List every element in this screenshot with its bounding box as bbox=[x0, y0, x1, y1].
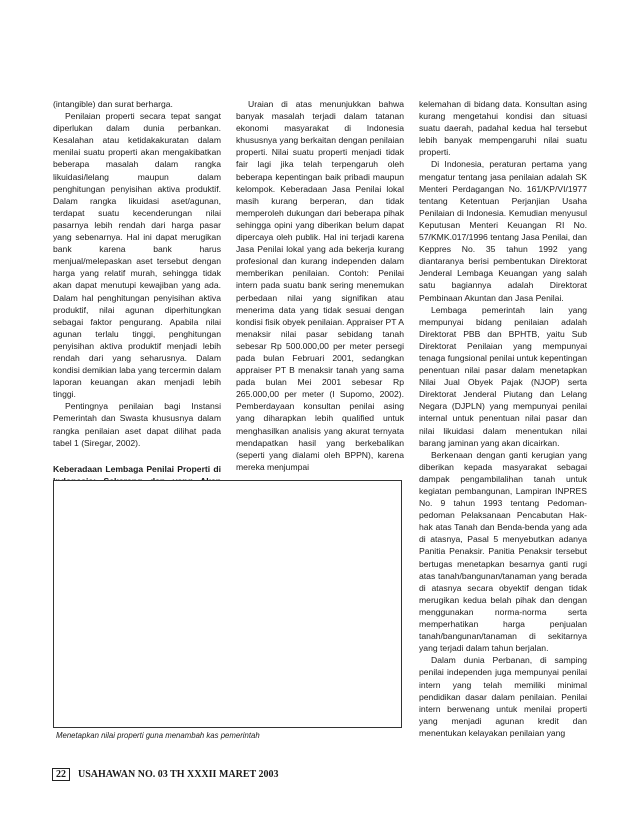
page-footer bbox=[52, 768, 279, 781]
figure-caption: Menetapkan nilai properti guna menambah kas pemerintah bbox=[56, 731, 260, 740]
paragraph: Pentingnya penilaian bagi Instansi Pemerintah dan Swasta khususnya dalam rangka penilaian aset dapat dilihat pada tabel 1 (Siregar, 2002). bbox=[53, 401, 221, 448]
column-1 bbox=[53, 98, 221, 499]
paragraph: kelemahan di bidang data. Konsultan asing kurang mengetahui kondisi dan situasi suatu daerah, padahal kedua hal tersebut lebih banyak mempengaruhi nilai suatu properti. bbox=[419, 99, 587, 158]
paragraph: (intangible) dan surat berharga. bbox=[53, 99, 173, 109]
journal-title: USAHAWAN NO. 03 TH XXXII MARET 2003 bbox=[78, 769, 279, 780]
paragraph: Uraian di atas menunjukkan bahwa banyak masalah terjadi dalam tatanan ekonomi masyarakat di Indonesia khususnya yang berkaitan dengan penilaian properti. Nilai suatu properti menjadi tidak fair lagi jika telah terpengaruh oleh beberapa kepentingan baik pribadi maupun kelompok. Keberadaan Jasa Penilai lokal masih kurang berperan, dan tidak memperoleh dukungan dari beberapa pihak sehingga opini yang diberikan belum dapat dipercaya oleh publik. Hal ini terjadi karena Jasa Penilai lokal yang ada bekerja kurang profesional dan kurang independen dalam memberikan penilaian. Contoh: Penilai intern pada suatu bank sering menemukan perbedaan nilai yang signifikan atau menerima data yang tidak sesuai dengan kondisi fisik obyek penilaian. Appraiser PT A menaksir nilai pasar sebidang tanah sebesar Rp 500.000,00 per meter persegi pada bulan Februari 2001, sedangkan appraiser PT B menaksir tanah yang sama pada bulan Mei 2001 sebesar Rp 265.000,00 per meter (I Supomo, 2002). Pemberdayaan konsultan penilai asing yang diharapkan lebih qualified untuk menghasilkan analisis yang akurat ternyata mendapatkan hasil yang berkebalikan (seperti yang dialami oleh BPPN), karena mereka menjumpai bbox=[236, 99, 404, 472]
paragraph: Dalam dunia Perbanan, di samping penilai independen juga mempunyai penilai intern yang telah memiliki minimal pendidikan dasar dalam penilaian. Penilai intern berwenang untuk menilai properti yang menjadi agunan kredit dan menentukan kelayakan penilaian yang bbox=[419, 655, 587, 738]
paragraph: Lembaga pemerintah lain yang mempunyai bidang penilaian adalah Direktorat PBB dan BPHTB, yaitu Sub Direktorat Penilaian yang mempunyai tenaga fungsional penilai untuk kepentingan penentuan nilai pasar dalam menetapkan Nilai Jual Obyek Pajak (NJOP) serta Direktorat Jenderal Piutang dan Lelang Negara (DJPLN) yang mempunyai penilai internal untuk penentuan nilai pasar dan nilai likuidasi dalam menentukan nilai barang jaminan yang akan dicairkan. bbox=[419, 304, 587, 448]
section-heading: Keberadaan Lembaga Penilai Properti di bbox=[53, 463, 221, 474]
paragraph: Penilaian properti secara tepat sangat diperlukan dalam dunia perbankan. Kesalahan atau ketidakakuratan dalam menilai suatu properti akan mengakibatkan beberapa masalah dalam rangka likuidasi/lelang maupun dalam penghitungan penyisihan aktiva produktif. Dalam rangka likuidasi aset/agunan, terdapat suatu kecenderungan nilai pasarnya lebih rendah dari harga pasar yang sebenarnya. Hal ini dapat merugikan bank karena bank harus menjual/melepaskan aset tersebut dengan harga yang relatif murah, sehingga tidak akan dapat menutupi kewajiban yang ada. Dalam hal penghitungan penyisihan aktiva produktif, nilai agunan diperhitungkan sebagai faktor pengurang. Apabila nilai agunan terlalu tinggi, penghitungan penyisihan aktiva produktif menjadi lebih rendah dari yang seharusnya. Dalam kondisi demikian laba yang tercermin dalam laporan keuangan akan menjadi lebih tinggi. bbox=[53, 111, 221, 400]
column-3 bbox=[419, 98, 587, 739]
figure-frame bbox=[53, 480, 402, 728]
page-number: 22 bbox=[52, 768, 70, 781]
paragraph: Di Indonesia, peraturan pertama yang mengatur tentang jasa penilaian adalah SK Menteri Perdagangan No. 161/KP/VI/1977 tentang Ketentuan Perjanjian Usaha Penilaian di Indonesia. Kemudian menyusul Keputusan Menteri Keuangan RI No. 57/KMK.017/1996 tentang Jasa Penilai, dan Keppres No. 35 tahun 1992 yang diantaranya berisi pembentukan Direktorat Jenderal Lembaga Keuangan yang salah satu bagiannya adalah Direktorat Pembinaan Akuntan dan Jasa Penilai. bbox=[419, 159, 587, 303]
column-2 bbox=[236, 98, 404, 473]
paragraph: Berkenaan dengan ganti kerugian yang diberikan kepada masyarakat sebagai dampak pengambilalihan tanah untuk kegiatan pembangunan, Lampiran INPRES No. 9 tahun 1993 tentang Pedoman-pedoman Pelaksanaan Pencabutan Hak-hak atas Tanah dan Benda-benda yang ada di atasnya, Pasal 5 menyebutkan adanya Panitia Penaksir. Panitia Penaksir tersebut bertugas menetapkan besarnya ganti rugi atas tanah/bangunan/tanaman yang berada di atasnya secara obyektif dengan tidak merugikan kedua belah pihak dan dengan menggunakan norma-norma serta memperhatikan harga penjualan tanah/bangunan/tanaman di sekitarnya yang terjadi dalam tahun berjalan. bbox=[419, 449, 587, 654]
